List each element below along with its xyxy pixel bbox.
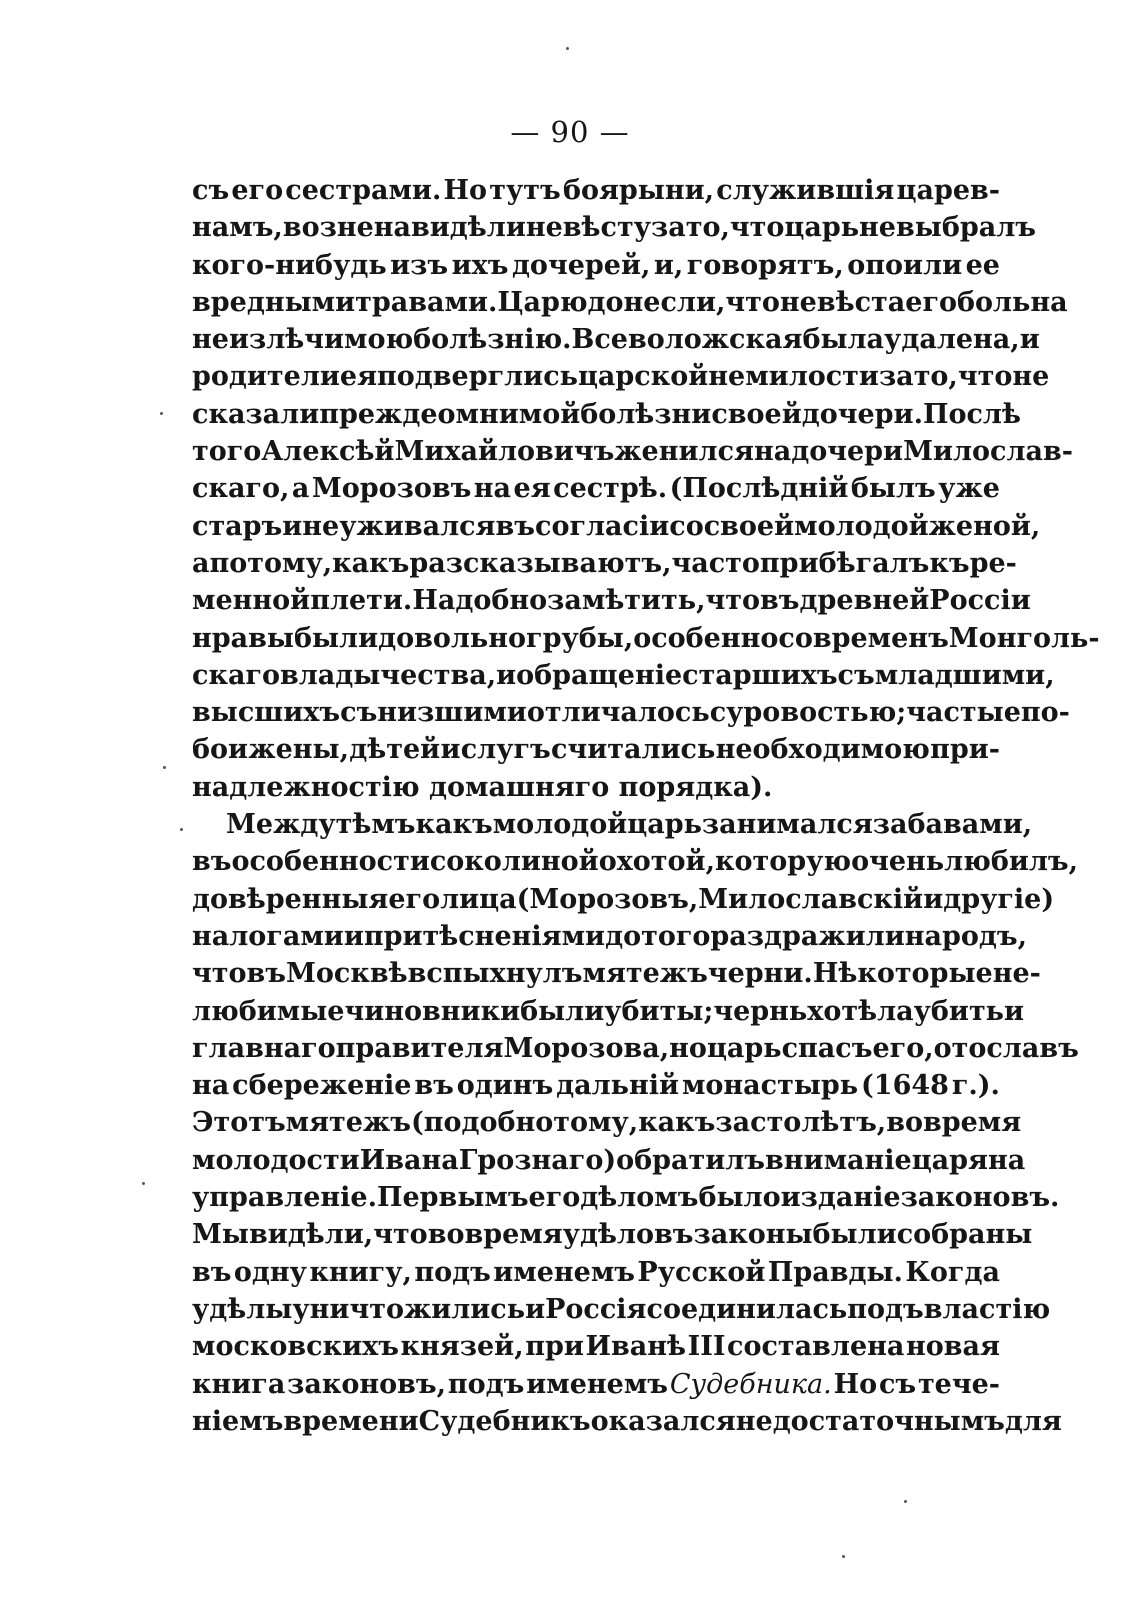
text-line: родители ея подверглись царской немилости за то, что не [192,361,1050,393]
text-line: Мы видѣли, что во время удѣловъ законы были собраны [192,1219,1033,1251]
text-line: налогами и притѣсненiями до того раздражили народъ, [192,920,1027,952]
text-line: вредными травами. Царю донесли, что невѣста его больна [192,286,1068,318]
text-line: книга законовъ, подъ именемъ Судебника. Но съ тече- [192,1368,1000,1400]
text-line: Этотъ мятежъ (подобно тому, какъ за сто лѣтъ, во время [192,1107,1022,1139]
text-line: главнаго правителя Морозова, но царь спасъ его, отославъ [192,1032,1079,1064]
text-line: Между тѣмъ какъ молодой царь занимался забавами, [226,809,1033,841]
text-line: молодости Ивана Грознаго) обратилъ вниманiе царя на [192,1144,1026,1176]
text-line: намъ, возненавидѣли невѣсту за то, что царь не выбралъ [192,212,1036,244]
scan-speck [163,766,166,769]
text-line: съ его сестрами. Но тутъ боярыни, служившiя царев- [192,175,1000,206]
text-line: неизлѣчимою болѣзнiю. Всеволожская была удалена, и [192,324,1040,356]
text-line: управленiе. Первымъ его дѣломъ было изданiе законовъ. [192,1182,1060,1214]
text-line: сказали прежде о мнимой болѣзни своей дочери. Послѣ [192,398,1021,430]
scan-speck [842,1555,845,1558]
text-line: скаго, а Морозовъ на ея сестрѣ. (Послѣднiй былъ уже [192,473,1000,505]
text-line: кого-нибудь изъ ихъ дочерей, и, говорятъ, опоили ее [192,249,1000,281]
text-line: въ особенности соколиной охотой, которую очень любилъ, [192,846,1079,878]
text-line: бои жены, дѣтей и слугъ считались необходимою при- [192,734,1000,766]
text-line: менной плети. Надобно замѣтить, что въ древней Россiи [192,585,1031,617]
scan-speck [160,412,163,415]
scan-speck [142,1182,145,1185]
body-text [192,172,1100,1440]
text-line: въ одну книгу, подъ именемъ Русской Правды. Когда [192,1256,1000,1288]
text-line: того Алексѣй Михайловичъ женился на дочери Милослав- [192,436,1073,468]
paragraph-1 [192,172,1100,806]
text-line: старъ и не уживался въ согласiи со своей молодой женой, [192,510,1041,542]
text-line: любимые чиновники были убиты; чернь хотѣла убить и [192,995,1025,1027]
text-line: удѣлы уничтожились и Россiя соединилась подъ властiю [192,1293,1051,1325]
text-line: что въ Москвѣ вспыхнулъ мятежъ черни. Нѣкоторые не- [192,958,1041,990]
text-line: московскихъ князей, при Иванѣ III составлена новая [192,1331,1000,1363]
text-line: довѣренныя его лица (Морозовъ, Милославскiй и другiе) [192,883,1055,915]
text-line: надлежностiю домашняго порядка). [192,771,773,803]
scan-speck [904,1500,907,1503]
scan-speck [566,47,569,50]
scan-speck [180,828,183,831]
paragraph-2 [192,806,1079,1440]
text-line: нiемъ времени Судебникъ оказался недостаточнымъ для [192,1405,1062,1437]
page-number: — 90 — [510,115,630,149]
text-line: скаго владычества, и обращенiе старшихъ съ младшими, [192,659,1055,691]
text-line: на сбереженiе въ одинъ дальнiй монастырь (1648 г.). [192,1070,1000,1102]
text-line: высшихъ съ низшими отличалось суровостью; частые по- [192,697,1070,729]
text-line: а потому, какъ разсказываютъ, часто прибѣгалъ къ ре- [192,547,1017,579]
text-line: нравы были довольно грубы, особенно со временъ Монголь- [192,622,1100,654]
